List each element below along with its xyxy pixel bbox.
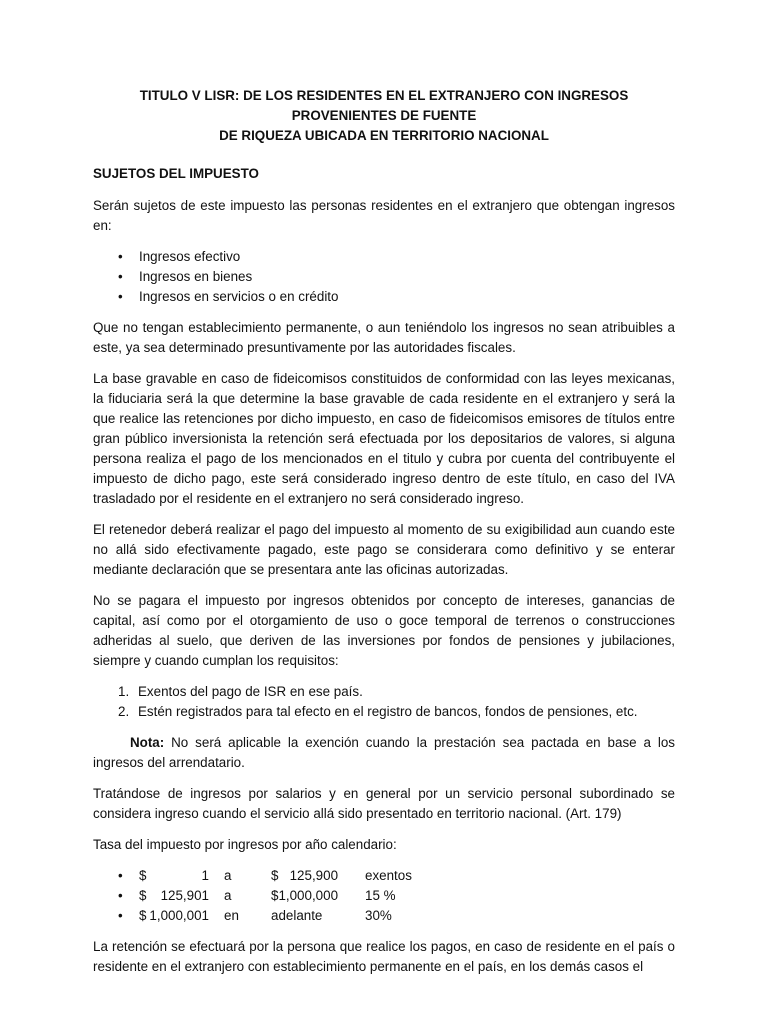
note-label: Nota: xyxy=(130,735,165,750)
rate-from-amount: 1 xyxy=(201,868,209,883)
rate-row xyxy=(118,866,675,886)
list-item xyxy=(118,682,675,702)
retention-paragraph: La retención se efectuará por la persona que realice los pagos, en caso de residente en el país o residente en el extranjero con establecimiento permanente en el país, en los demás casos el xyxy=(93,939,675,974)
list-number: 1. xyxy=(118,684,130,699)
section-heading: SUJETOS DEL IMPUESTO xyxy=(93,166,259,181)
withholder-paragraph: El retenedor deberá realizar el pago del impuesto al momento de su exigibilidad aun cuando este no allá sido efectivamente pagado, este pago se considerara como definitivo y se enterar mediante declaración que se presentara ante las oficinas autorizadas. xyxy=(93,522,675,577)
rate-value: 15 % xyxy=(365,888,396,903)
note-text: No será aplicable la exención cuando la prestación sea pactada en base a los ingresos del arrendatario. xyxy=(93,735,675,770)
rate-to: adelante xyxy=(271,908,323,923)
document-title xyxy=(93,86,675,146)
currency-symbol: • $ xyxy=(139,908,147,923)
rate-value: exentos xyxy=(365,868,412,883)
rate-from-amount: 1,000,001 xyxy=(149,908,209,923)
list-number: 2. xyxy=(118,704,130,719)
income-types-list xyxy=(93,247,675,307)
rate-row xyxy=(118,886,675,906)
list-item-text: Exentos del pago de ISR en ese país. xyxy=(138,684,363,699)
rate-value: 30% xyxy=(365,908,392,923)
rate-from-amount: 125,901 xyxy=(160,888,209,903)
list-item xyxy=(118,702,675,722)
taxable-base-paragraph: La base gravable en caso de fideicomisos constituidos de conformidad con las leyes mexicanas, la fiduciaria será la que determine la base gravable de cada residente en el extranjero y será la que realice las retenciones por dicho impuesto, en caso de fideicomisos emisores de títulos entre gran público inversionista la retención será efectuada por los depositarios de valores, si alguna persona realiza el pago de los mencionados en el titulo y cubra por cuenta del contribuyente el impuesto de dicho pago, este será considerado ingreso dentro de este título, en caso del IVA trasladado por el residente en el extranjero no será considerado ingreso. xyxy=(93,371,675,506)
rate-separator: a xyxy=(224,888,232,903)
salaries-paragraph: Tratándose de ingresos por salarios y en general por un servicio personal subordinado se considera ingreso cuando el servicio allá sido presentado en territorio nacional. (Art. 179) xyxy=(93,786,675,821)
note-paragraph xyxy=(93,733,675,773)
rate-row xyxy=(118,906,675,926)
currency-symbol: • $ xyxy=(139,868,147,883)
establishment-paragraph: Que no tengan establecimiento permanente, o aun teniéndolo los ingresos no sean atribuibles a este, ya sea determinado presuntivamente por las autoridades fiscales. xyxy=(93,320,675,355)
title-line-1: TITULO V LISR: DE LOS RESIDENTES EN EL EXTRANJERO CON INGRESOS PROVENIENTES DE FUENTE xyxy=(139,88,629,123)
rate-to: $1,000,000 xyxy=(271,888,339,903)
list-item: • Ingresos en servicios o en crédito xyxy=(118,287,675,307)
list-item: • Ingresos efectivo xyxy=(118,247,675,267)
intro-paragraph: Serán sujetos de este impuesto las personas residentes en el extranjero que obtengan ingresos en: xyxy=(93,198,675,233)
list-item-text: Estén registrados para tal efecto en el registro de bancos, fondos de pensiones, etc. xyxy=(138,704,638,719)
currency-symbol: • $ xyxy=(139,888,147,903)
rate-separator: en xyxy=(224,908,239,923)
list-item: • Ingresos en bienes xyxy=(118,267,675,287)
rate-to: $ 125,900 xyxy=(271,868,339,883)
title-line-2: DE RIQUEZA UBICADA EN TERRITORIO NACIONAL xyxy=(219,128,549,143)
exemption-paragraph: No se pagara el impuesto por ingresos obtenidos por concepto de intereses, ganancias de capital, así como por el otorgamiento de uso o goce temporal de terrenos o construcciones adheridas al suelo, que deriven de las inversiones por fondos de pensiones y jubilaciones, siempre y cuando cumplan los requisitos: xyxy=(93,593,675,668)
rate-separator: a xyxy=(224,868,232,883)
requirements-list xyxy=(93,682,675,722)
rate-heading: Tasa del impuesto por ingresos por año calendario: xyxy=(93,837,397,852)
rate-table xyxy=(93,866,675,926)
